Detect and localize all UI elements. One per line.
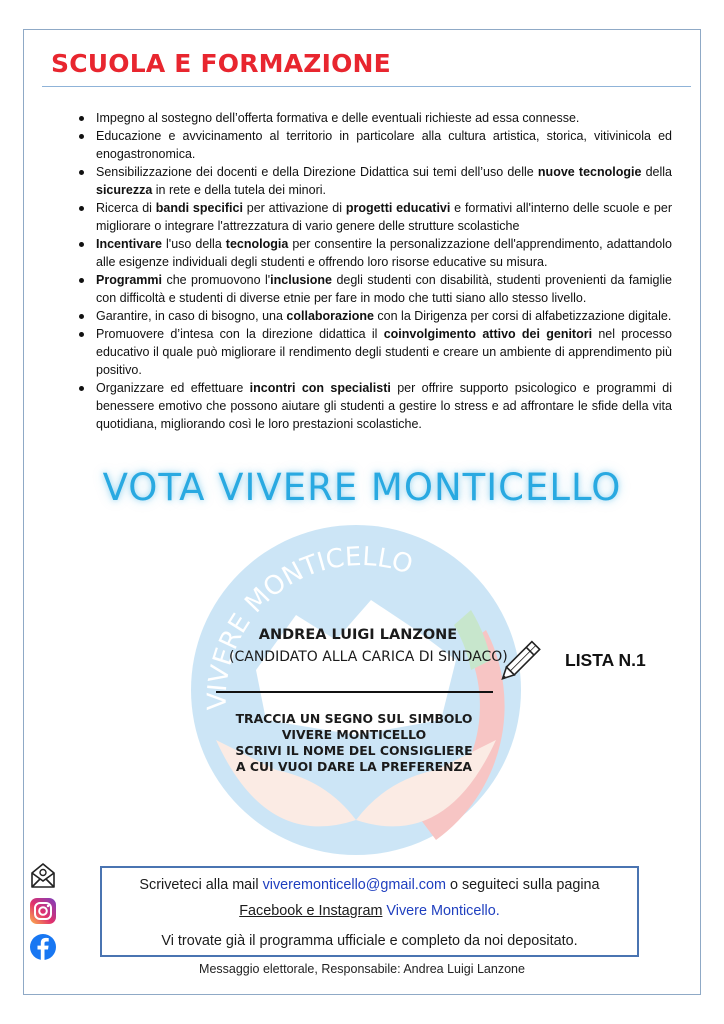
bullet-emphasis: bandi specifici	[155, 201, 243, 215]
program-bullet-item	[96, 163, 672, 199]
bullet-text: Organizzare ed effettuare	[96, 381, 250, 395]
list-number: LISTA N.1	[565, 650, 646, 670]
page-name: Vivere Monticello.	[382, 903, 500, 919]
title-divider	[42, 86, 691, 87]
footer-disclaimer: Messaggio elettorale, Responsabile: Andrea Luigi Lanzone	[199, 962, 525, 976]
bullet-emphasis: collaborazione	[286, 309, 374, 323]
contact-line-social	[102, 903, 637, 919]
program-bullet-list	[96, 109, 672, 433]
pencil-icon	[494, 632, 550, 688]
program-bullet-item	[96, 199, 672, 235]
program-bullet-item	[96, 235, 672, 271]
program-bullet-item	[96, 271, 672, 307]
contact-line-email: Scriveteci alla mail viveremonticello@gmail.com o seguiteci sulla pagina	[139, 877, 600, 893]
social-pages-link[interactable]: Facebook e Instagram	[239, 903, 383, 919]
bullet-text: l'uso della	[162, 237, 226, 251]
logo-arc-text: VIVERE MONTICELLO	[202, 541, 417, 711]
bullet-text: in rete e della tutela dei minori.	[152, 183, 326, 197]
bullet-emphasis: Programmi	[96, 273, 162, 287]
email-icon[interactable]	[29, 861, 57, 889]
program-bullet-item	[96, 307, 672, 325]
candidate-name: ANDREA LUIGI LANZONE	[258, 627, 458, 643]
bullet-text: Impegno al sostegno dell’offerta formativa e delle eventuali richieste ad essa connesse.	[96, 111, 580, 125]
bullet-text: per offrire supporto psicologico e programmi di benessere emotivo che possono aiutare gli studenti a gestire lo stress e ad affrontare le sfide della vita quotidiana, migliorando così le loro prestazioni scolastiche.	[96, 381, 673, 431]
bullet-text: e formativi all'interno delle scuole e per migliorare o integrare l'attrezzatura di vario genere delle strutture scolastiche	[96, 201, 672, 233]
signature-line	[216, 691, 493, 693]
bullet-text: Sensibilizzazione dei docenti e della Direzione Didattica sui temi dell’uso delle	[96, 165, 538, 179]
bullet-text: Ricerca di	[96, 201, 156, 215]
bullet-emphasis: incontri con specialisti	[249, 381, 391, 395]
instagram-icon[interactable]	[29, 897, 57, 925]
program-bullet-item	[96, 127, 672, 163]
bullet-text: Promuovere d’intesa con la direzione didattica il	[96, 327, 384, 341]
bullet-emphasis: progetti educativi	[345, 201, 451, 215]
voting-instructions	[224, 711, 484, 775]
contact-box	[100, 866, 639, 957]
bullet-emphasis: inclusione	[270, 273, 332, 287]
bullet-text: per consentire la personalizzazione dell'apprendimento, adattandolo alle esigenze individuali degli studenti e offrendo loro risorse educative su misura.	[96, 237, 672, 269]
program-bullet-item	[96, 325, 672, 379]
instruction-line: VIVERE MONTICELLO	[281, 727, 427, 742]
vote-banner: VOTA VIVERE MONTICELLO	[102, 466, 622, 509]
instruction-line: A CUI VUOI DARE LA PREFERENZA	[235, 759, 473, 774]
section-title: SCUOLA E FORMAZIONE	[51, 49, 391, 78]
bullet-emphasis: nuove tecnologie	[537, 165, 642, 179]
candidate-role: (CANDIDATO ALLA CARICA DI SINDACO)	[229, 649, 508, 665]
contact-line-program: Vi trovate già il programma ufficiale e completo da noi depositato.	[161, 933, 578, 949]
vivere-monticello-logo-watermark	[186, 520, 526, 860]
program-bullet-item	[96, 379, 672, 433]
bullet-text: con la Dirigenza per corsi di alfabetizzazione digitale.	[373, 309, 672, 323]
facebook-icon[interactable]	[29, 933, 57, 961]
bullet-emphasis: Incentivare	[96, 237, 163, 251]
email-link[interactable]: viveremonticello@gmail.com	[262, 877, 446, 893]
bullet-emphasis: tecnologia	[225, 237, 289, 251]
program-bullet-item	[96, 109, 672, 127]
bullet-text: per attivazione di	[242, 201, 346, 215]
instruction-line: TRACCIA UN SEGNO SUL SIMBOLO	[235, 711, 473, 726]
bullet-emphasis: coinvolgimento attivo dei genitori	[383, 327, 593, 341]
bullet-text: che promuovono l'	[162, 273, 271, 287]
bullet-emphasis: sicurezza	[96, 183, 153, 197]
bullet-text: Educazione e avvicinamento al territorio in particolare alla cultura artistica, storica, vitivinicola ed enogastronomica.	[96, 129, 672, 161]
bullet-text: Garantire, in caso di bisogno, una	[96, 309, 287, 323]
instruction-line: SCRIVI IL NOME DEL CONSIGLIERE	[235, 743, 473, 758]
bullet-text: degli studenti con disabilità, studenti provenienti da famiglie con difficoltà e studenti di diverse etnie per fare in modo che tutti siano allo stesso livello.	[96, 273, 672, 305]
bullet-text: nel processo educativo il quale può migliorare il rendimento degli studenti e creare un ambiente di apprendimento più positivo.	[96, 327, 672, 377]
bullet-text: della	[641, 165, 673, 179]
